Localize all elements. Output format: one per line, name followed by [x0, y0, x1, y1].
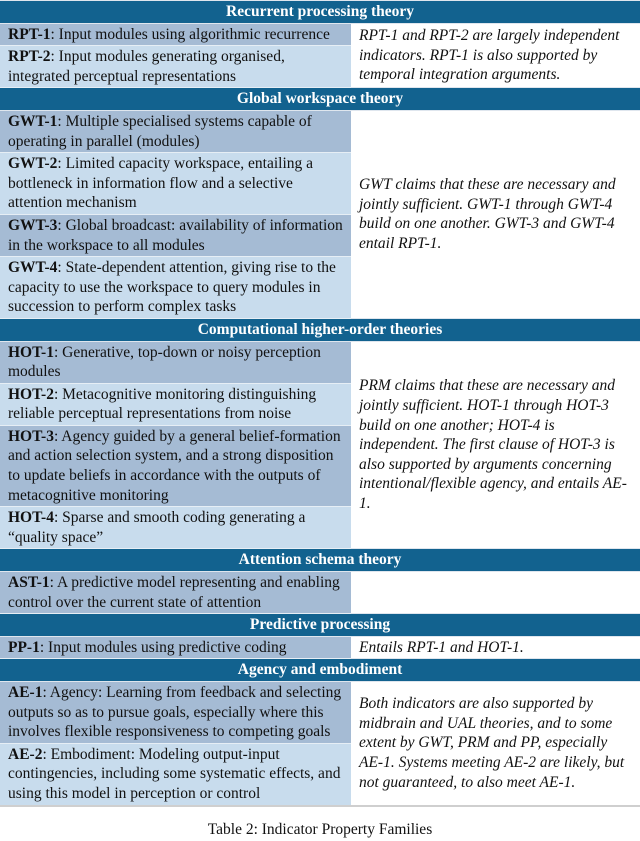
indicator-text: : Input modules generating organised, integrated perceptual representations [8, 48, 285, 85]
indicator-code: AST-1 [8, 574, 50, 592]
section-header-ast: Attention schema theory [0, 549, 640, 572]
indicator-text: : Input modules using predictive coding [39, 638, 287, 656]
indicator-code: RPT-2 [8, 48, 51, 66]
indicator-hot-4 [0, 507, 351, 549]
indicator-code: GWT-1 [8, 112, 58, 130]
indicator-code: AE-1 [8, 684, 43, 701]
indicator-text: : Sparse and smooth coding generating a “quality space” [8, 509, 306, 546]
indicator-text: : Limited capacity workspace, entailing a bottleneck in information flow and a selective attention mechanism [8, 155, 314, 212]
table-caption: Table 2: Indicator Property Families [207, 820, 433, 838]
indicator-ae-2 [0, 743, 351, 805]
indicator-text: : Metacognitive monitoring distinguishing reliable perceptual representations from noise [8, 385, 317, 423]
indicator-hot-1 [0, 341, 351, 383]
indicator-rpt-1 [0, 23, 351, 46]
indicator-text: : Global broadcast: availability of information in the workspace to all modules [8, 216, 343, 254]
indicator-code: GWT-3 [8, 216, 58, 234]
indicator-code: GWT-2 [8, 155, 58, 173]
indicator-gwt-1 [0, 110, 351, 152]
indicator-text: : Multiple specialised systems capable of operating in parallel (modules) [8, 112, 312, 150]
section-header-ae: Agency and embodiment [0, 659, 640, 682]
indicator-pp-1 [0, 636, 351, 659]
indicator-code: HOT-3 [8, 427, 54, 445]
indicator-ae-1 [0, 682, 351, 744]
indicator-code: PP-1 [8, 638, 40, 656]
indicator-code: AE-2 [8, 745, 43, 763]
section-header-gwt: Global workspace theory [0, 88, 640, 111]
note-rpt: RPT-1 and RPT-2 are largely independent indicators. RPT-1 is also supported by temporal integration arguments. [351, 23, 640, 88]
indicator-gwt-4 [0, 257, 351, 319]
note-gwt: GWT claims that these are necessary and jointly sufficient. GWT-1 through GWT-4 build on one another. GWT-3 and GWT-4 entail RPT-1. [351, 110, 640, 318]
indicator-hot-2 [0, 383, 351, 425]
section-header-pp: Predictive processing [0, 614, 640, 637]
indicator-code: HOT-4 [8, 509, 54, 527]
indicator-text: : Generative, top-down or noisy perception modules [8, 343, 321, 381]
note-ae: Both indicators are also supported by midbrain and UAL theories, and to some extent by GWT, PRM and PP, especially AE-1. Systems meeting AE-2 are likely, but not guaranteed, to also meet AE-1. [351, 682, 640, 806]
indicator-gwt-2 [0, 153, 351, 215]
indicator-hot-3 [0, 425, 351, 506]
indicator-text: : Agency: Learning from feedback and selecting outputs so as to pursue goals, especially where this involves flexible responsiveness to competing goals [8, 684, 342, 741]
indicator-code: HOT-2 [8, 385, 54, 403]
note-ast [351, 572, 640, 614]
indicator-ast-1 [0, 572, 351, 614]
indicator-text: : State-dependent attention, giving rise to the capacity to use the workspace to query modules in succession to perform complex tasks [8, 259, 336, 316]
note-pp: Entails RPT-1 and HOT-1. [351, 636, 640, 659]
section-header-hot: Computational higher-order theories [0, 318, 640, 341]
indicator-text: : Input modules using algorithmic recurrence [50, 25, 330, 43]
indicator-code: HOT-1 [8, 343, 54, 361]
indicator-text: : Agency guided by a general belief-formation and action selection system, and a strong disposition to update beliefs in accordance with the outputs of metacognitive monitoring [8, 427, 341, 504]
section-header-rpt: Recurrent processing theory [0, 1, 640, 24]
indicator-text: : Embodiment: Modeling output-input contingencies, including some systematic effects, and using this model in perception or control [8, 745, 341, 802]
indicator-code: GWT-4 [8, 259, 58, 277]
indicator-gwt-3 [0, 214, 351, 256]
indicator-rpt-2 [0, 46, 351, 88]
indicator-text: : A predictive model representing and enabling control over the current state of attention [8, 574, 340, 611]
indicator-code: RPT-1 [8, 25, 51, 43]
note-hot: PRM claims that these are necessary and jointly sufficient. HOT-1 through HOT-3 build on one another; HOT-4 is independent. The first clause of HOT-3 is also supported by arguments concerning intentional/flexible agency, and entails AE-1. [351, 341, 640, 549]
